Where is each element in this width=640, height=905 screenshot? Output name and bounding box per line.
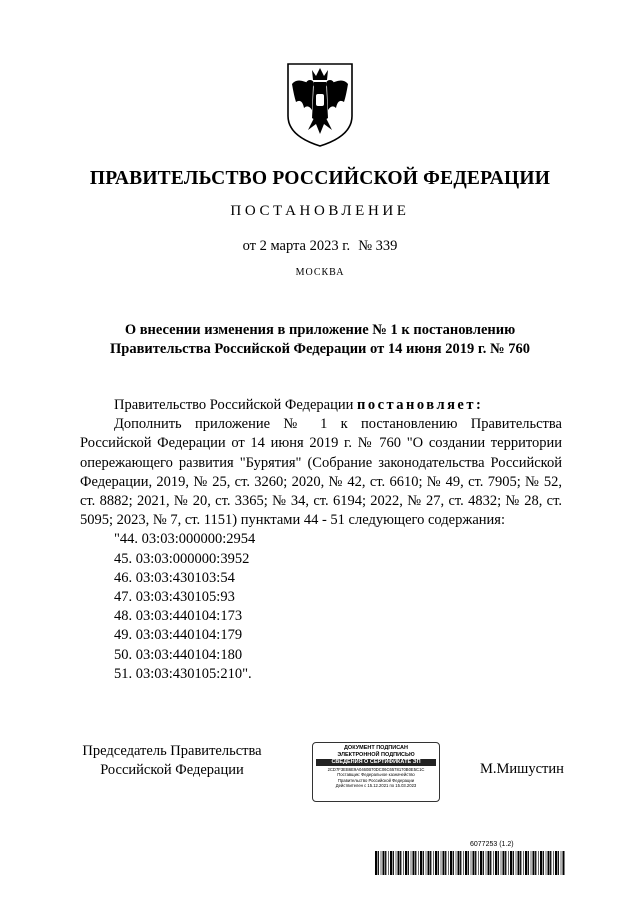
stamp-validity: Действителен с 15.12.2021 по 15.03.2023 <box>335 783 417 789</box>
barcode-bar <box>513 851 514 875</box>
barcode-bar <box>490 851 491 875</box>
barcode-bar <box>435 851 437 875</box>
list-item: 51. 03:03:430105:210". <box>114 665 252 682</box>
barcode-bar <box>411 851 412 875</box>
barcode-bar <box>486 851 487 875</box>
document-number: № 339 <box>358 238 398 254</box>
barcode-bar <box>480 851 482 875</box>
document-body <box>80 396 562 684</box>
barcode-bar <box>426 851 427 875</box>
barcode-bar <box>488 851 490 875</box>
barcode-bar <box>445 851 446 875</box>
main-paragraph: Дополнить приложение № 1 к постановлению Правительства Российской Федерации от 14 июня 2019 г. № 760 "О создании территории опережающего развития "Бурятия" (Собрание законодательства Российской Федерации, 2019, № 25, ст. 3260; 2020, № 42, ст. 6610; № 49, ст. 7905; № 52, ст. 8882; 2021, № 20, ст. 3365; № 34, ст. 6194; 2022, № 27, ст. 4832; № 28, ст. 5095; 2023, № 7, ст. 1151) пунктами 44 - 51 следующего содержания: <box>80 416 562 529</box>
barcode-bar <box>396 851 397 875</box>
barcode-bar <box>460 851 461 875</box>
barcode-bar <box>375 851 377 875</box>
position-line: Российской Федерации <box>100 762 244 778</box>
barcode-bar <box>383 851 385 875</box>
document-type: ПОСТАНОВЛЕНИЕ <box>230 203 410 219</box>
barcode-bar <box>463 851 464 875</box>
barcode-bar <box>528 851 529 875</box>
stamp-title: ЭЛЕКТРОННОЙ ПОДПИСЬЮ <box>337 751 415 758</box>
stamp-issuer: Поставщик: Федеральное казначейство <box>337 772 415 778</box>
barcode-bar <box>531 851 532 875</box>
list-item: 50. 03:03:440104:180 <box>114 646 243 663</box>
barcode-bar <box>510 851 512 875</box>
intro-prefix: Правительство Российской Федерации <box>114 397 357 413</box>
barcode-bar <box>563 851 565 875</box>
barcode-bar <box>403 851 404 875</box>
barcode-bar <box>398 851 400 875</box>
barcode-bar <box>393 851 394 875</box>
barcode-bar <box>495 851 497 875</box>
barcode-bar <box>453 851 454 875</box>
list-item: 45. 03:03:000000:3952 <box>114 550 250 567</box>
document-subject <box>60 321 580 359</box>
subject-line: О внесении изменения в приложение № 1 к постановлению <box>124 322 516 338</box>
document-date: от 2 марта 2023 г. <box>242 238 351 254</box>
barcode-bar <box>450 851 452 875</box>
barcode-bar <box>388 851 389 875</box>
list-item: 48. 03:03:440104:173 <box>114 608 243 625</box>
barcode-bar <box>441 851 442 875</box>
barcode-bar <box>433 851 434 875</box>
barcode-bar <box>498 851 499 875</box>
barcode-bar <box>533 851 535 875</box>
barcode-bar <box>385 851 386 875</box>
date-number-line <box>0 238 640 255</box>
government-title: ПРАВИТЕЛЬСТВО РОССИЙСКОЙ ФЕДЕРАЦИИ <box>89 168 551 189</box>
stamp-title: ДОКУМЕНТ ПОДПИСАН <box>344 745 408 751</box>
barcode <box>375 851 567 875</box>
barcode-bar <box>478 851 479 875</box>
barcode-bar <box>400 851 401 875</box>
subject-line: Правительства Российской Федерации от 14 июня 2019 г. № 760 <box>110 341 530 357</box>
barcode-bar <box>501 851 502 875</box>
barcode-bar <box>543 851 544 875</box>
intro-verb: постановляет: <box>356 397 484 413</box>
barcode-bar <box>555 851 557 875</box>
city: МОСКВА <box>295 267 345 278</box>
barcode-bar <box>473 851 475 875</box>
list-item: "44. 03:03:000000:2954 <box>114 531 256 548</box>
barcode-bar <box>465 851 467 875</box>
barcode-bar <box>415 851 416 875</box>
barcode-bar <box>493 851 494 875</box>
barcode-bar <box>471 851 472 875</box>
barcode-bar <box>508 851 509 875</box>
barcode-bar <box>558 851 559 875</box>
barcode-bar <box>420 851 422 875</box>
barcode-bar <box>503 851 505 875</box>
barcode-bar <box>548 851 550 875</box>
stamp-bar: СВЕДЕНИЯ О СЕРТИФИКАТЕ ЭП <box>316 759 436 766</box>
signatory-name: М.Мишустин <box>480 761 564 777</box>
stamp-owner: Правительство Российской Федерации <box>337 777 415 783</box>
barcode-bar <box>408 851 409 875</box>
barcode-bar <box>438 851 439 875</box>
electronic-signature-stamp <box>312 742 440 802</box>
barcode-bar <box>390 851 392 875</box>
barcode-bar <box>505 851 506 875</box>
barcode-bar <box>430 851 431 875</box>
barcode-bar <box>456 851 457 875</box>
barcode-bar <box>443 851 445 875</box>
stamp-serial: 2CD7F3EB6E9A0460B70DC06C6578170B0E5C1C <box>327 767 425 772</box>
list-item: 49. 03:03:440104:179 <box>114 627 243 644</box>
position-line: Председатель Правительства <box>82 743 262 759</box>
coat-of-arms-icon <box>280 58 360 148</box>
barcode-bar <box>525 851 527 875</box>
barcode-bar <box>516 851 517 875</box>
barcode-bar <box>523 851 524 875</box>
signatory-position <box>72 742 272 780</box>
barcode-bar <box>483 851 484 875</box>
barcode-bar <box>546 851 547 875</box>
barcode-bar <box>468 851 469 875</box>
barcode-bar <box>538 851 539 875</box>
barcode-bar <box>378 851 379 875</box>
barcode-bar <box>381 851 382 875</box>
barcode-bar <box>553 851 554 875</box>
barcode-bar <box>520 851 521 875</box>
list-item: 46. 03:03:430103:54 <box>114 569 235 586</box>
barcode-bar <box>518 851 520 875</box>
barcode-bar <box>458 851 460 875</box>
list-item: 47. 03:03:430105:93 <box>114 589 235 606</box>
barcode-bar <box>405 851 407 875</box>
barcode-bar <box>418 851 419 875</box>
barcode-bar <box>448 851 449 875</box>
barcode-bar <box>561 851 562 875</box>
barcode-bar <box>423 851 424 875</box>
items-list <box>80 530 562 684</box>
barcode-bar <box>550 851 551 875</box>
intro-paragraph <box>80 396 562 415</box>
barcode-number: 6077253 (1.2) <box>470 841 514 848</box>
barcode-bar <box>428 851 430 875</box>
barcode-bar <box>413 851 415 875</box>
barcode-bar <box>535 851 536 875</box>
barcode-bar <box>540 851 542 875</box>
barcode-bar <box>475 851 476 875</box>
